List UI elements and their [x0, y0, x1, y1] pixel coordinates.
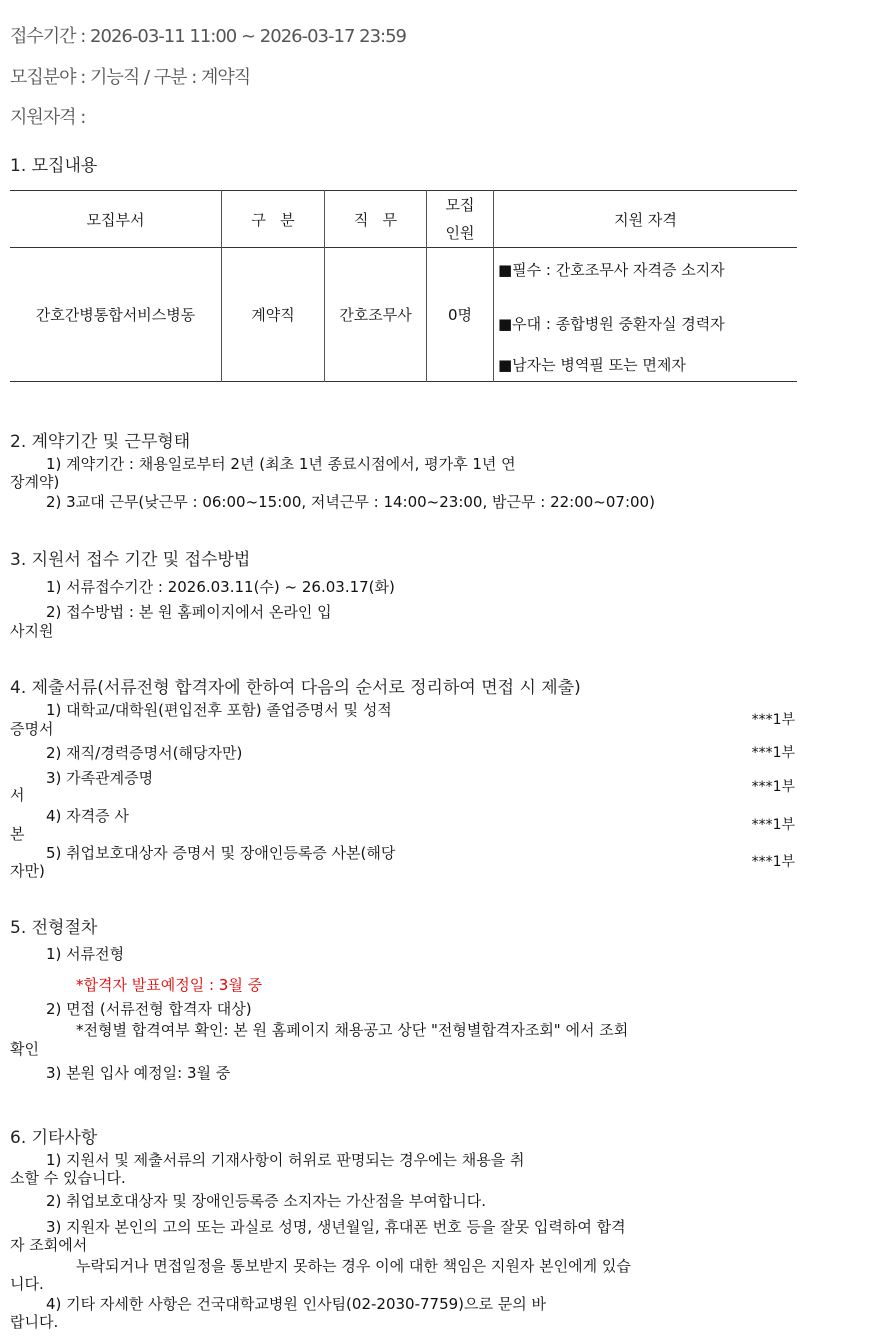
s3-line2: 2) 접수방법 : 본 원 홈페이지에서 온라인 입	[46, 603, 332, 621]
qualification-label: 지원자격 :	[10, 107, 86, 128]
s2-line1-cont: 장계약)	[10, 473, 60, 491]
application-period: 접수기간 : 2026-03-11 11:00 ~ 2026-03-17 23:59	[10, 26, 406, 47]
s4-item4: 4) 자격증 사	[46, 807, 129, 825]
s4-item1: 1) 대학교/대학원(편입전후 포함) 졸업증명서 및 성적	[46, 701, 392, 719]
s5-line3: 3) 본원 입사 예정일: 3월 중	[46, 1064, 231, 1082]
header-dept: 모집부서	[10, 191, 222, 248]
s2-line2: 2) 3교대 근무(낮근무 : 06:00~15:00, 저녁근무 : 14:00~23:00, 밤근무 : 22:00~07:00)	[46, 493, 655, 511]
header-count-line2: 인원	[445, 224, 475, 242]
cell-qualification	[494, 248, 798, 382]
s5-line2-note-cont: 확인	[10, 1040, 39, 1058]
cell-type: 계약직	[222, 248, 325, 382]
header-count	[427, 191, 494, 248]
s6-line3: 3) 지원자 본인의 고의 또는 과실로 성명, 생년월일, 휴대폰 번호 등을 잘못 입력하여 합격	[46, 1218, 626, 1236]
s6-line2: 2) 취업보호대상자 및 장애인등록증 소지자는 가산점을 부여합니다.	[46, 1192, 487, 1210]
cell-count: 0명	[427, 248, 494, 382]
s3-line2-cont: 사지원	[10, 622, 54, 640]
s3-line1: 1) 서류접수기간 : 2026.03.11(수) ~ 26.03.17(화)	[46, 578, 395, 596]
s2-line1: 1) 계약기간 : 채용일로부터 2년 (최초 1년 종료시점에서, 평가후 1년 연	[46, 455, 516, 473]
s6-line3-cont2: 누락되거나 면접일정을 통보받지 못하는 경우 이에 대한 책임은 지원자 본인에게 있습	[76, 1257, 631, 1275]
s5-line1: 1) 서류전형	[46, 945, 125, 963]
s4-item4-copies: ***1부	[751, 817, 795, 833]
cell-job: 간호조무사	[325, 248, 427, 382]
s4-item4-cont: 본	[10, 825, 25, 843]
s4-item5: 5) 취업보호대상자 증명서 및 장애인등록증 사본(해당	[46, 844, 396, 862]
header-job: 직 무	[325, 191, 427, 248]
s6-line4: 4) 기타 자세한 사항은 건국대학교병원 인사팀(02-2030-7759)으로 문의 바	[46, 1295, 547, 1313]
recruit-table	[10, 190, 797, 382]
section4-title: 4. 제출서류(서류전형 합격자에 한하여 다음의 순서로 정리하여 면접 시 제출)	[10, 678, 581, 698]
s6-line4-cont: 랍니다.	[10, 1313, 59, 1331]
header-count-line1: 모집	[445, 196, 475, 214]
header-qualification: 지원 자격	[614, 210, 677, 229]
recruit-field: 모집분야 : 기능직 / 구분 : 계약직	[10, 67, 251, 88]
cell-dept: 간호간병통합서비스병동	[10, 248, 222, 382]
s5-line2-note: *전형별 합격여부 확인: 본 원 홈페이지 채용공고 상단 "전형별합격자조회" 에서 조회	[76, 1021, 629, 1039]
section6-title: 6. 기타사항	[10, 1128, 98, 1148]
s5-line1-note: *합격자 발표예정일 : 3월 중	[76, 976, 263, 994]
s4-item2: 2) 재직/경력증명서(해당자만)	[46, 744, 243, 762]
table-header-row	[10, 191, 797, 248]
s6-line1: 1) 지원서 및 제출서류의 기재사항이 허위로 판명되는 경우에는 채용을 취	[46, 1151, 525, 1169]
s4-item5-copies: ***1부	[751, 854, 795, 870]
s4-item5-cont: 자만)	[10, 862, 45, 880]
qual-preferred: ■우대 : 종합병원 중환자실 경력자	[498, 314, 725, 333]
qual-military: ■남자는 병역필 또는 면제자	[498, 355, 686, 374]
section5-title: 5. 전형절차	[10, 918, 98, 938]
s4-item1-cont: 증명서	[10, 720, 54, 738]
s4-item1-copies: ***1부	[751, 712, 795, 728]
s6-line1-cont: 소할 수 있습니다.	[10, 1169, 126, 1187]
s6-line3-cont3: 니다.	[10, 1275, 44, 1293]
s4-item3: 3) 가족관계증명	[46, 769, 154, 787]
qual-required: ■필수 : 간호조무사 자격증 소지자	[498, 260, 725, 279]
table-row	[10, 248, 797, 382]
s6-line3-cont1: 자 조회에서	[10, 1236, 88, 1254]
s5-line2: 2) 면접 (서류전형 합격자 대상)	[46, 1000, 252, 1018]
s4-item3-copies: ***1부	[751, 779, 795, 795]
section2-title: 2. 계약기간 및 근무형태	[10, 432, 191, 452]
section1-title: 1. 모집내용	[10, 156, 98, 176]
s4-item2-copies: ***1부	[751, 745, 795, 761]
section3-title: 3. 지원서 접수 기간 및 접수방법	[10, 550, 251, 570]
header-type: 구 분	[222, 191, 325, 248]
s4-item3-cont: 서	[10, 786, 25, 804]
